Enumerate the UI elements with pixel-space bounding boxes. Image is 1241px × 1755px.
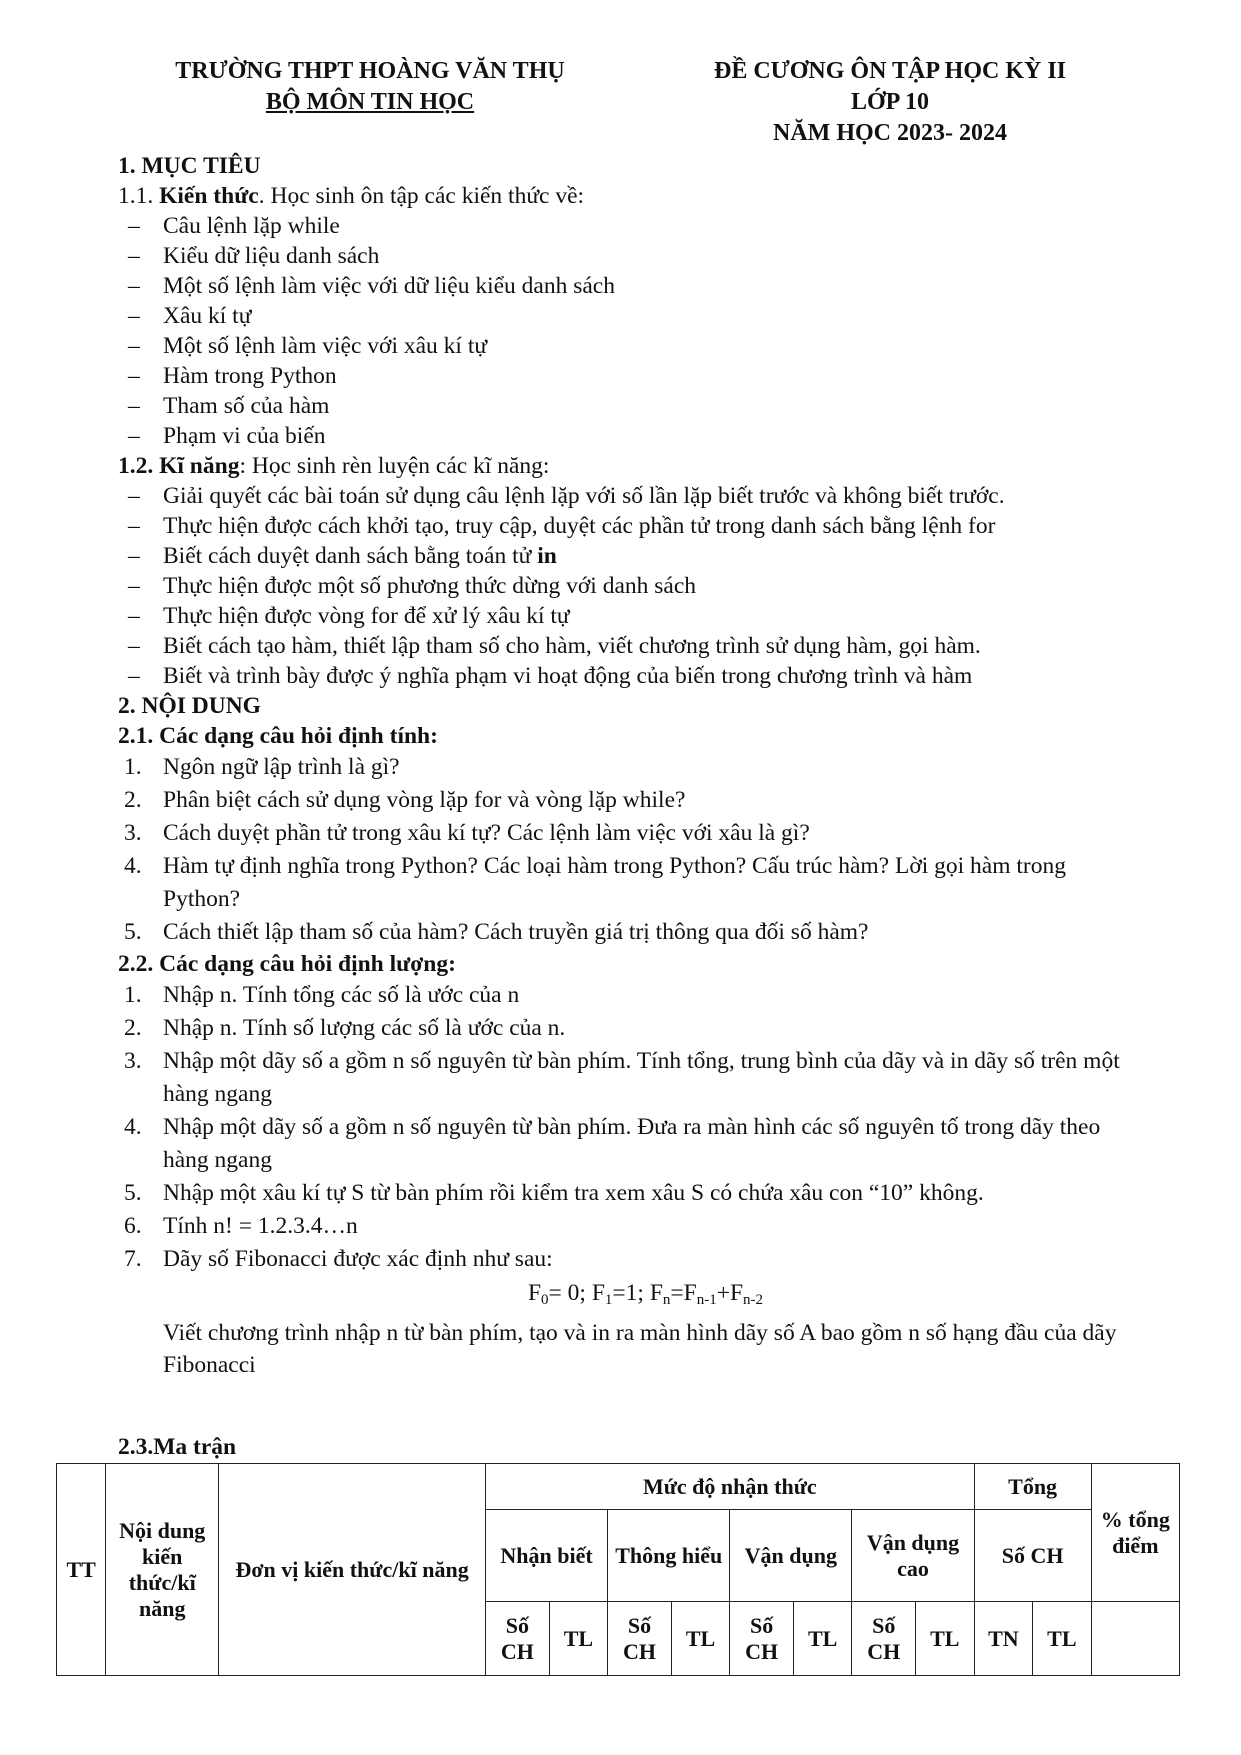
department-name: BỘ MÔN TIN HỌC (265, 89, 475, 115)
level-van-dung: Vận dụng (730, 1510, 852, 1602)
knowledge-item: – Phạm vi của biến (118, 421, 1133, 451)
document-body (118, 151, 1133, 1381)
in-keyword: in (537, 543, 557, 569)
skill-item: – Biết cách tạo hàm, thiết lập tham số cho hàm, viết chương trình sử dụng hàm, gọi hàm. (118, 631, 1133, 661)
knowledge-item: – Tham số của hàm (118, 391, 1133, 421)
sub-so-ch: Số CH (486, 1602, 550, 1676)
matrix-table (56, 1463, 1180, 1676)
knowledge-item: – Một số lệnh làm việc với xâu kí tự (118, 331, 1133, 361)
skill-item (118, 541, 1133, 571)
level-van-dung-cao: Vận dụng cao (852, 1510, 974, 1602)
knowledge-item: – Xâu kí tự (118, 301, 1133, 331)
knowledge-prefix: 1.1. (118, 183, 160, 209)
sub-so-ch: Số CH (852, 1602, 916, 1676)
quantitative-item: 7. Dãy số Fibonacci được xác định như sau: (124, 1246, 553, 1272)
qualitative-heading: 2.1. Các dạng câu hỏi định tính: (118, 723, 438, 749)
school-name: TRƯỜNG THPT HOÀNG VĂN THỤ (175, 58, 565, 84)
grade-label: LỚP 10 (850, 89, 929, 115)
skills-intro (118, 451, 1133, 481)
sub-tl: TL (916, 1602, 975, 1676)
knowledge-item: – Hàm trong Python (118, 361, 1133, 391)
sub-so-ch: Số CH (608, 1602, 672, 1676)
sub-tn: TN (974, 1602, 1033, 1676)
knowledge-rest: . Học sinh ôn tập các kiến thức về: (258, 183, 585, 209)
level-nhan-biet: Nhận biết (486, 1510, 608, 1602)
fibonacci-task: Viết chương trình nhập n từ bàn phím, tạo và in ra màn hình dãy số A bao gồm n số hạng đầu của dãy Fibonacci (163, 1320, 1117, 1378)
knowledge-item: – Kiểu dữ liệu danh sách (118, 241, 1133, 271)
qualitative-item: 2. Phân biệt cách sử dụng vòng lặp for và vòng lặp while? (124, 787, 686, 813)
quantitative-item: 5. Nhập một xâu kí tự S từ bàn phím rồi kiểm tra xem xâu S có chứa xâu con “10” không. (124, 1180, 984, 1206)
skill-item-text: Biết cách duyệt danh sách bằng toán tử (163, 543, 538, 569)
sub-tl: TL (671, 1602, 730, 1676)
quantitative-item: 1. Nhập n. Tính tổng các số là ước của n (124, 982, 520, 1008)
fibonacci-formula: $F_0= 0$; $F_1=1$; $F_n=F_{n-1}+F_{n-2}$ (527, 1280, 764, 1308)
header-right (660, 56, 1120, 149)
section2-heading: 2. NỘI DUNG (118, 693, 261, 719)
knowledge-item: – Câu lệnh lặp while (118, 211, 1133, 241)
qualitative-item: 4. Hàm tự định nghĩa trong Python? Các loại hàm trong Python? Cấu trúc hàm? Lời gọi hàm trong Python? (124, 853, 1066, 912)
sub-so-ch: Số CH (730, 1602, 794, 1676)
sub-tl: TL (1033, 1602, 1092, 1676)
quantitative-heading: 2.2. Các dạng câu hỏi định lượng: (118, 951, 456, 977)
skill-item: – Thực hiện được vòng for để xử lý xâu kí tự (118, 601, 1133, 631)
knowledge-intro (118, 181, 1133, 211)
col-percent: % tổng điểm (1091, 1464, 1179, 1602)
qualitative-item: 3. Cách duyệt phần tử trong xâu kí tự? Các lệnh làm việc với xâu là gì? (124, 820, 810, 846)
level-thong-hieu: Thông hiểu (608, 1510, 730, 1602)
skills-label: 1.2. Kĩ năng (118, 453, 240, 479)
skill-item: – Thực hiện được cách khởi tạo, truy cập, duyệt các phần tử trong danh sách bằng lệnh for (118, 511, 1133, 541)
quantitative-item: 3. Nhập một dãy số a gồm n số nguyên từ bàn phím. Tính tổng, trung bình của dãy và in dãy số trên một hàng ngang (124, 1048, 1120, 1107)
col-unit: Đơn vị kiến thức/kĩ năng (219, 1464, 486, 1676)
knowledge-label: Kiến thức (159, 183, 259, 209)
skill-item: – Biết và trình bày được ý nghĩa phạm vi hoạt động của biến trong chương trình và hàm (118, 661, 1133, 691)
col-total: Tổng (974, 1464, 1091, 1510)
school-year: NĂM HỌC 2023- 2024 (773, 120, 1007, 146)
knowledge-item: – Một số lệnh làm việc với dữ liệu kiểu danh sách (118, 271, 1133, 301)
percent-empty (1091, 1602, 1179, 1676)
header-left (120, 56, 620, 118)
quantitative-item: 2. Nhập n. Tính số lượng các số là ước của n. (124, 1015, 566, 1041)
quantitative-item: 6. Tính n! = 1.2.3.4…n (124, 1213, 358, 1239)
sub-tl: TL (793, 1602, 852, 1676)
col-content: Nội dung kiến thức/kĩ năng (106, 1464, 219, 1676)
skill-item: – Giải quyết các bài toán sử dụng câu lệnh lặp với số lần lặp biết trước và không biết trước. (118, 481, 1133, 511)
matrix-title: 2.3.Ma trận (118, 1434, 237, 1460)
section1-heading: 1. MỤC TIÊU (118, 153, 261, 179)
quantitative-item: 4. Nhập một dãy số a gồm n số nguyên từ bàn phím. Đưa ra màn hình các số nguyên tố trong dãy theo hàng ngang (124, 1114, 1101, 1173)
total-so-ch: Số CH (974, 1510, 1091, 1602)
sub-tl: TL (549, 1602, 608, 1676)
document-title: ĐỀ CƯƠNG ÔN TẬP HỌC KỲ II (713, 58, 1067, 84)
col-level: Mức độ nhận thức (486, 1464, 975, 1510)
skills-rest: : Học sinh rèn luyện các kĩ năng: (239, 453, 550, 479)
skill-item: – Thực hiện được một số phương thức dừng với danh sách (118, 571, 1133, 601)
qualitative-item: 5. Cách thiết lập tham số của hàm? Cách truyền giá trị thông qua đối số hàm? (124, 919, 869, 945)
col-tt: TT (57, 1464, 106, 1676)
qualitative-item: 1. Ngôn ngữ lập trình là gì? (124, 754, 400, 780)
